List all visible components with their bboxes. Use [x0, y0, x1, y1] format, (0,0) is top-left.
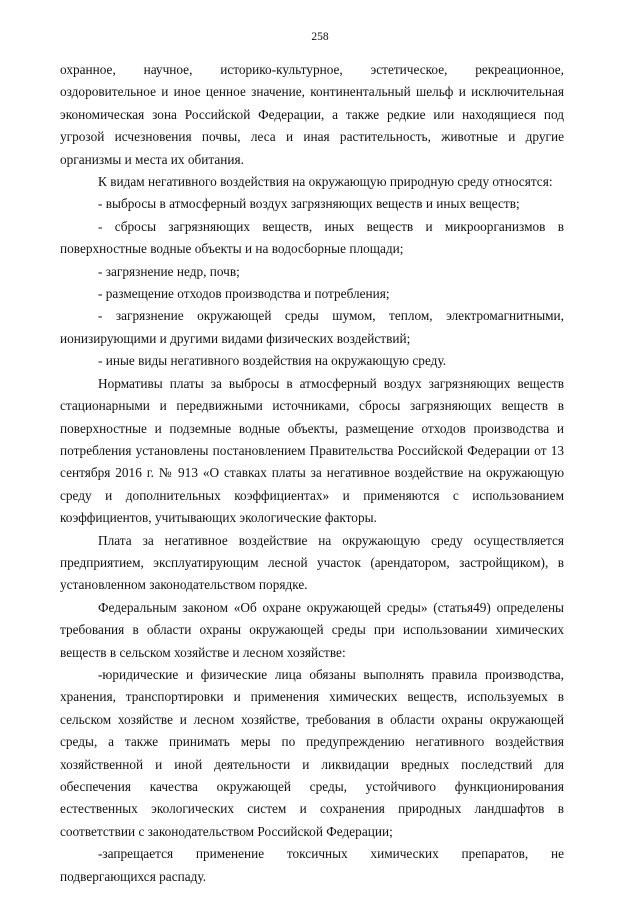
list-item-air-emissions: - выбросы в атмосферный воздух загрязняющих веществ и иных веществ;	[98, 196, 520, 212]
list-item-toxic-chemicals-ban: -запрещается применение токсичных химических препаратов, не подвергающихся распаду.	[60, 846, 564, 884]
body-text	[60, 59, 564, 888]
page-number: 258	[311, 31, 329, 43]
paragraph-payment-standards: Нормативы платы за выбросы в атмосферный воздух загрязняющих веществ стационарными и передвижными источниками, сбросы загрязняющих веществ в поверхностные и подземные водные объекты, размещение отходов производства и потребления установлены постановлением Правительства Российской Федерации от 13 сентября 2016 г. № 913 «О ставках платы за негативное воздействие на окружающую среду и дополнительных коэффициентах» и применяются с использованием коэффициентов, учитывающих экологические факторы.	[60, 375, 564, 526]
list-item-waste-disposal: - размещение отходов производства и потребления;	[98, 286, 390, 302]
list-item-other-impacts: - иные виды негативного воздействия на окружающую среду.	[98, 353, 447, 369]
paragraph-continuation: охранное, научное, историко-культурное, эстетическое, рекреационное, оздоровительное и иное ценное значение, континентальный шельф и исключительная экономическая зона Российской Федерации, а также редкие или находящиеся под угрозой исчезновения почвы, леса и иная растительность, животные и другие организмы и места их обитания.	[60, 62, 564, 167]
paragraph-impact-types-intro: К видам негативного воздействия на окружающую природную среду относятся:	[98, 174, 553, 190]
list-item-water-discharges: - сбросы загрязняющих веществ, иных веществ и микроорганизмов в поверхностные водные объекты и на водосборные площади;	[60, 218, 564, 257]
list-item-physical-pollution: - загрязнение окружающей среды шумом, теплом, электромагнитными, ионизирующими и другими видами физических воздействий;	[60, 308, 564, 346]
list-item-legal-entities-obligations: -юридические и физические лица обязаны выполнять правила производства, хранения, транспортировки и применения химических веществ, используемых в сельском хозяйстве и лесном хозяйстве, требования в области охраны окружающей среды, а также принимать меры по предупреждению негативного воздействия хозяйственной и иной деятельности и ликвидации вредных последствий для обеспечения качества окружающей среды, устойчивого функционирования естественных экологических систем и сохранения природных ландшафтов в соответствии с законодательством Российской Федерации;	[60, 666, 564, 839]
paragraph-federal-law: Федеральным законом «Об охране окружающей среды» (статья49) определены требования в области охраны окружающей среды при использовании химических веществ в сельском хозяйстве и лесном хозяйстве:	[60, 599, 564, 660]
list-item-soil-pollution: - загрязнение недр, почв;	[98, 263, 240, 279]
paragraph-payment-responsibility: Плата за негативное воздействие на окружающую среду осуществляется предприятием, эксплуатирующим лесной участок (арендатором, застройщиком), в установленном законодательством порядке.	[60, 532, 564, 593]
